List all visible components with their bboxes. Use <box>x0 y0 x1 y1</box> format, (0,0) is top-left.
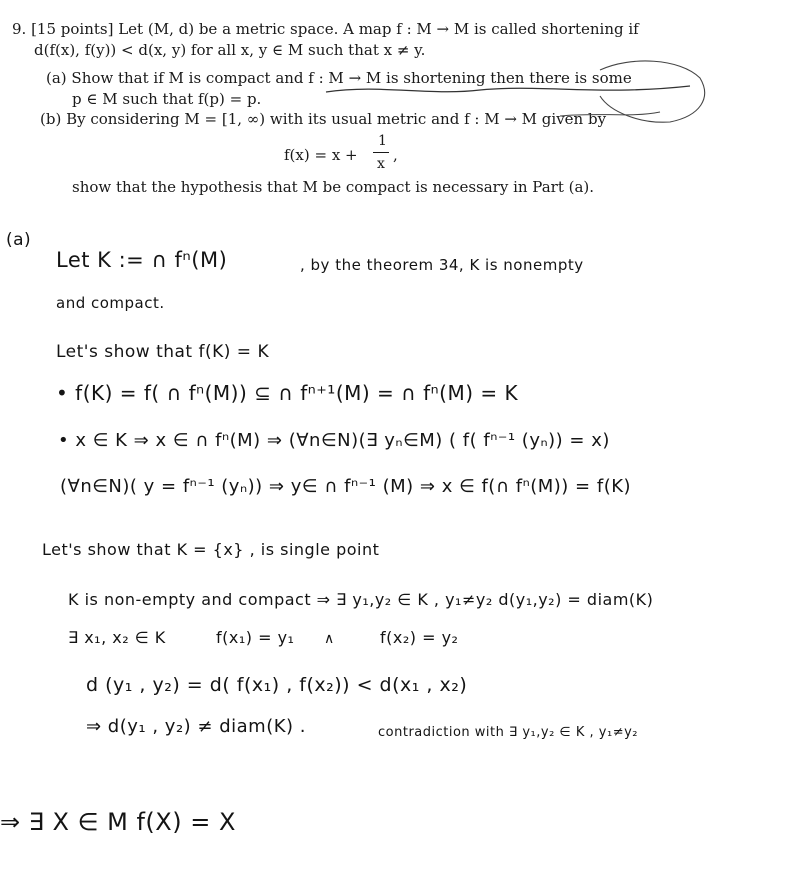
problem-line-1: 9. [15 points] Let (M, d) be a metric space. A map f : M → M is called shortening if <box>12 20 639 38</box>
solution-line-7: Let's show that K = {x} , is single point <box>42 540 380 559</box>
part-a-line-2: p ∈ M such that f(p) = p. <box>72 90 262 108</box>
solution-line-1b: , by the theorem 34, K is nonempty <box>300 256 584 274</box>
part-b-line-3: show that the hypothesis that M be compact is necessary in Part (a). <box>72 178 595 196</box>
solution-line-2: and compact. <box>56 294 165 312</box>
formula-fraction-bar <box>373 152 389 153</box>
formula-end: , <box>393 146 398 164</box>
solution-line-4: • f(K) = f( ∩ fⁿ(M)) ⊆ ∩ fⁿ⁺¹(M) = ∩ fⁿ(M) = K <box>56 381 519 405</box>
solution-line-5: • x ∈ K ⇒ x ∈ ∩ fⁿ(M) ⇒ (∀n∈N)(∃ yₙ∈M) ( f( fⁿ⁻¹ (yₙ)) = x) <box>58 430 610 451</box>
solution-line-9b: f(x₁) = y₁ <box>216 628 295 647</box>
solution-line-3: Let's show that f(K) = K <box>56 342 270 362</box>
formula-numerator: 1 <box>378 133 387 149</box>
solution-line-10: d (y₁ , y₂) = d( f(x₁) , f(x₂)) < d(x₁ , x₂) <box>86 674 468 696</box>
solution-line-9a: ∃ x₁, x₂ ∈ K <box>68 628 166 647</box>
solution-conclusion: ⇒ ∃ X ∈ M f(X) = X <box>0 808 236 836</box>
label-part-a: (a) <box>6 230 32 250</box>
part-a-line-1: (a) Show that if M is compact and f : M → M is shortening then there is some <box>46 69 632 87</box>
part-b-line-1: (b) By considering M = [1, ∞) with its usual metric and f : M → M given by <box>40 110 607 128</box>
formula-lhs: f(x) = x + <box>284 146 358 164</box>
solution-line-11a: ⇒ d(y₁ , y₂) ≠ diam(K) . <box>86 716 306 737</box>
formula-denominator: x <box>377 156 385 172</box>
solution-line-8: K is non-empty and compact ⇒ ∃ y₁,y₂ ∈ K , y₁≠y₂ d(y₁,y₂) = diam(K) <box>68 590 654 609</box>
problem-line-2: d(f(x), f(y)) < d(x, y) for all x, y ∈ M such that x ≠ y. <box>34 41 426 59</box>
solution-line-11b: contradiction with ∃ y₁,y₂ ∈ K , y₁≠y₂ <box>378 725 639 740</box>
solution-line-9d: f(x₂) = y₂ <box>380 628 459 647</box>
solution-line-6: (∀n∈N)( y = fⁿ⁻¹ (yₙ)) ⇒ y∈ ∩ fⁿ⁻¹ (M) ⇒ x ∈ f(∩ fⁿ(M)) = f(K) <box>60 476 632 497</box>
solution-line-1a: Let K := ∩ fⁿ(M) <box>56 248 228 272</box>
solution-line-9c: ∧ <box>324 631 335 647</box>
